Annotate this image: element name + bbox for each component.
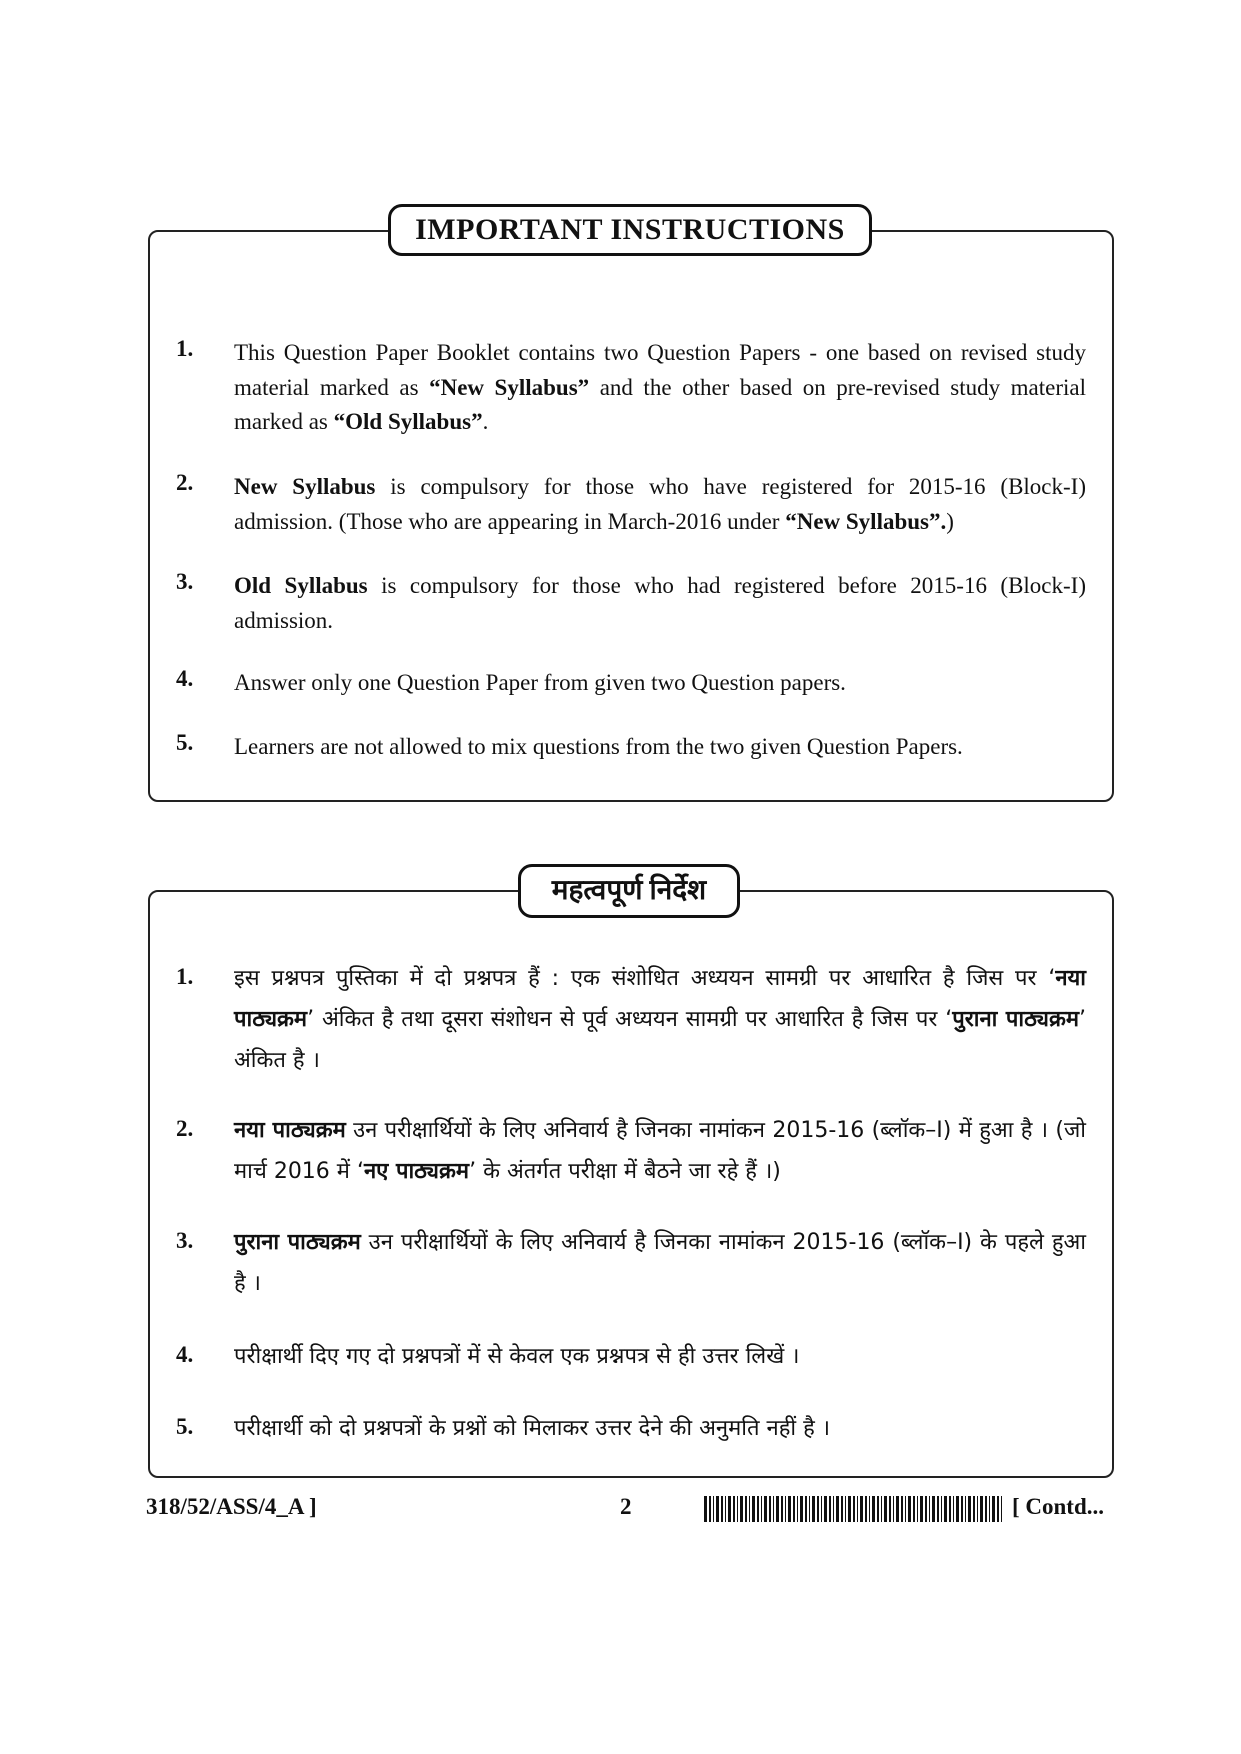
- instruction-text: [234, 569, 1086, 638]
- bold-text-run: नया पाठ्यक्रम: [234, 1118, 346, 1143]
- barcode-bar: [764, 1496, 767, 1522]
- barcode-bar: [848, 1496, 851, 1522]
- barcode-bar: [980, 1496, 983, 1522]
- text-run: ’ अंकित है तथा दूसरा संशोधन से पूर्व अध्ययन सामग्री पर आधारित है जिस पर ‘: [307, 1007, 953, 1032]
- barcode-bar: [793, 1496, 795, 1522]
- hindi-instruction-3: [176, 1222, 1086, 1304]
- barcode-bar: [809, 1496, 810, 1522]
- barcode-bar: [908, 1496, 911, 1522]
- barcode-bar: [953, 1496, 954, 1522]
- barcode-bar: [893, 1496, 894, 1522]
- barcode-bar: [860, 1496, 863, 1522]
- barcode-bar: [761, 1496, 762, 1522]
- barcode-bar: [776, 1496, 779, 1522]
- bold-text-run: “Old Syllabus”: [333, 409, 483, 434]
- bold-text-run: पुराना पाठ्यक्रम: [952, 1007, 1079, 1032]
- barcode-bar: [956, 1496, 959, 1522]
- barcode-bar: [704, 1496, 707, 1522]
- text-run: ’ के अंतर्गत परीक्षा में बैठने जा रहे हैं ।): [469, 1159, 781, 1184]
- barcode-bar: [709, 1496, 711, 1522]
- bold-text-run: “New Syllabus”: [429, 374, 590, 400]
- instruction-number: 3.: [176, 1228, 194, 1253]
- barcode-bar: [817, 1496, 819, 1522]
- instruction-number: 3.: [176, 569, 194, 594]
- text-run: is compulsory for those who had registered before 2015-16 (Block-I) admission.: [234, 573, 1086, 633]
- barcode-bar: [997, 1496, 999, 1522]
- barcode-bar: [845, 1496, 846, 1522]
- text-run: and the other based on pre-revised study material marked as: [234, 374, 1086, 434]
- instruction-number: 1.: [176, 336, 194, 361]
- bold-text-run: Old Syllabus: [234, 573, 368, 598]
- barcode-bar: [841, 1496, 843, 1522]
- barcode-bar: [721, 1496, 723, 1522]
- barcode-bar: [965, 1496, 966, 1522]
- barcode-bar: [757, 1496, 759, 1522]
- barcode-bar: [877, 1496, 879, 1522]
- barcode-bar: [752, 1496, 755, 1522]
- barcode-bar: [853, 1496, 855, 1522]
- text-run: ’ अंकित है ।: [234, 1007, 1086, 1073]
- barcode-bar: [920, 1496, 923, 1522]
- barcode-bar: [941, 1496, 942, 1522]
- barcode-bar: [896, 1496, 899, 1522]
- instruction-number: 2.: [176, 1116, 194, 1141]
- english-instruction-5: [176, 730, 1086, 765]
- instruction-number: 2.: [176, 470, 194, 495]
- english-instruction-1: [176, 336, 1086, 440]
- barcode-bar: [925, 1496, 927, 1522]
- barcode-bar: [836, 1496, 839, 1522]
- text-run: .: [482, 409, 489, 434]
- barcode-bar: [865, 1496, 867, 1522]
- barcode-bar: [725, 1496, 726, 1522]
- barcode-bar: [869, 1496, 870, 1522]
- instruction-text: [234, 958, 1086, 1081]
- barcode-bar: [781, 1496, 783, 1522]
- barcode-bar: [992, 1496, 995, 1522]
- bold-text-run: पुराना पाठ्यक्रम: [234, 1230, 361, 1255]
- text-run: उन परीक्षार्थियों के लिए अनिवार्य है जिनका नामांकन 2015-16 (ब्लॉक–I) के पहले हुआ है ।: [234, 1230, 1087, 1296]
- continued-marker: [ Contd...: [1012, 1494, 1105, 1519]
- instruction-number: 5.: [176, 730, 194, 755]
- barcode-bar: [872, 1496, 875, 1522]
- instruction-number: 4.: [176, 666, 194, 691]
- text-run: This Question Paper Booklet contains two Question Papers - one based on revised study material marked as: [234, 340, 1086, 400]
- barcode-bar: [968, 1496, 971, 1522]
- barcode-bar: [716, 1496, 719, 1522]
- barcode-bar: [733, 1496, 735, 1522]
- barcode-bar: [944, 1496, 947, 1522]
- barcode-bar: [829, 1496, 831, 1522]
- instruction-number: 4.: [176, 1342, 194, 1367]
- barcode-bar: [713, 1496, 714, 1522]
- english-instructions-title: IMPORTANT INSTRUCTIONS: [388, 204, 872, 256]
- barcode-bar: [929, 1496, 930, 1522]
- english-instruction-3: [176, 569, 1086, 638]
- text-run: इस प्रश्नपत्र पुस्तिका में दो प्रश्नपत्र हैं : एक संशोधित अध्ययन सामग्री पर आधारित है जिस पर ‘: [234, 966, 1056, 991]
- instruction-text: परीक्षार्थी दिए गए दो प्रश्नपत्रों में से केवल एक प्रश्नपत्र से ही उत्तर लिखें ।: [234, 1344, 800, 1369]
- barcode-bar: [785, 1496, 786, 1522]
- barcode-bar: [949, 1496, 951, 1522]
- bold-text-run: नया पाठ्यक्रम: [234, 966, 1086, 1032]
- barcode-bar: [932, 1496, 935, 1522]
- barcode-bar: [961, 1496, 963, 1522]
- bold-text-run: नए पाठ्यक्रम: [363, 1159, 470, 1184]
- barcode-bar: [905, 1496, 906, 1522]
- barcode-image: [704, 1496, 1004, 1522]
- barcode-bar: [745, 1496, 747, 1522]
- instruction-text: [234, 1110, 1086, 1192]
- barcode-bar: [937, 1496, 939, 1522]
- text-run: is compulsory for those who have registered for 2015-16 (Block-I) admission. (Those who are appearing in March-2016 under: [234, 474, 1086, 534]
- bold-text-run: “New Syllabus”.: [785, 508, 947, 534]
- barcode-bar: [884, 1496, 887, 1522]
- barcode-bar: [1001, 1496, 1002, 1522]
- barcode-bar: [769, 1496, 771, 1522]
- barcode-bar: [973, 1496, 975, 1522]
- instruction-number: 5.: [176, 1414, 194, 1439]
- hindi-instruction-5: [176, 1408, 1086, 1449]
- barcode-bar: [913, 1496, 915, 1522]
- instruction-text: Answer only one Question Paper from given two Question papers.: [234, 670, 846, 695]
- barcode-bar: [788, 1496, 791, 1522]
- hindi-instruction-4: [176, 1336, 1086, 1377]
- english-instruction-2: [176, 470, 1086, 539]
- instruction-text: [234, 1222, 1086, 1304]
- page-number: 2: [620, 1494, 632, 1519]
- instruction-text: [234, 336, 1086, 440]
- barcode-bar: [800, 1496, 803, 1522]
- hindi-instructions-title: महत्वपूर्ण निर्देश: [518, 864, 740, 918]
- instruction-text: Learners are not allowed to mix questions from the two given Question Papers.: [234, 734, 963, 759]
- barcode-bar: [989, 1496, 990, 1522]
- barcode-bar: [797, 1496, 798, 1522]
- barcode-bar: [901, 1496, 903, 1522]
- barcode-bar: [773, 1496, 774, 1522]
- barcode-bar: [821, 1496, 822, 1522]
- paper-code: 318/52/ASS/4_A ]: [146, 1494, 317, 1519]
- instruction-number: 1.: [176, 964, 194, 989]
- barcode-bar: [977, 1496, 978, 1522]
- barcode-bar: [889, 1496, 891, 1522]
- barcode-bar: [728, 1496, 731, 1522]
- barcode-bar: [805, 1496, 807, 1522]
- barcode-bar: [917, 1496, 918, 1522]
- barcode-bar: [857, 1496, 858, 1522]
- text-run: उन परीक्षार्थियों के लिए अनिवार्य है जिनका नामांकन 2015-16 (ब्लॉक–I) में हुआ है । (जो मार्च 2016 में ‘: [234, 1118, 1086, 1184]
- hindi-instruction-1: [176, 958, 1086, 1081]
- barcode-bar: [985, 1496, 987, 1522]
- bold-text-run: New Syllabus: [234, 474, 376, 499]
- barcode-bar: [812, 1496, 815, 1522]
- hindi-instruction-2: [176, 1110, 1086, 1192]
- barcode-bar: [740, 1496, 743, 1522]
- instruction-text: परीक्षार्थी को दो प्रश्नपत्रों के प्रश्नों को मिलाकर उत्तर देने की अनुमति नहीं है ।: [234, 1416, 831, 1441]
- barcode-bar: [749, 1496, 750, 1522]
- text-run: ): [946, 508, 954, 534]
- instruction-text: [234, 470, 1086, 539]
- barcode-bar: [824, 1496, 827, 1522]
- barcode-bar: [833, 1496, 834, 1522]
- barcode-bar: [737, 1496, 738, 1522]
- english-instruction-4: [176, 666, 1086, 701]
- barcode-bar: [881, 1496, 882, 1522]
